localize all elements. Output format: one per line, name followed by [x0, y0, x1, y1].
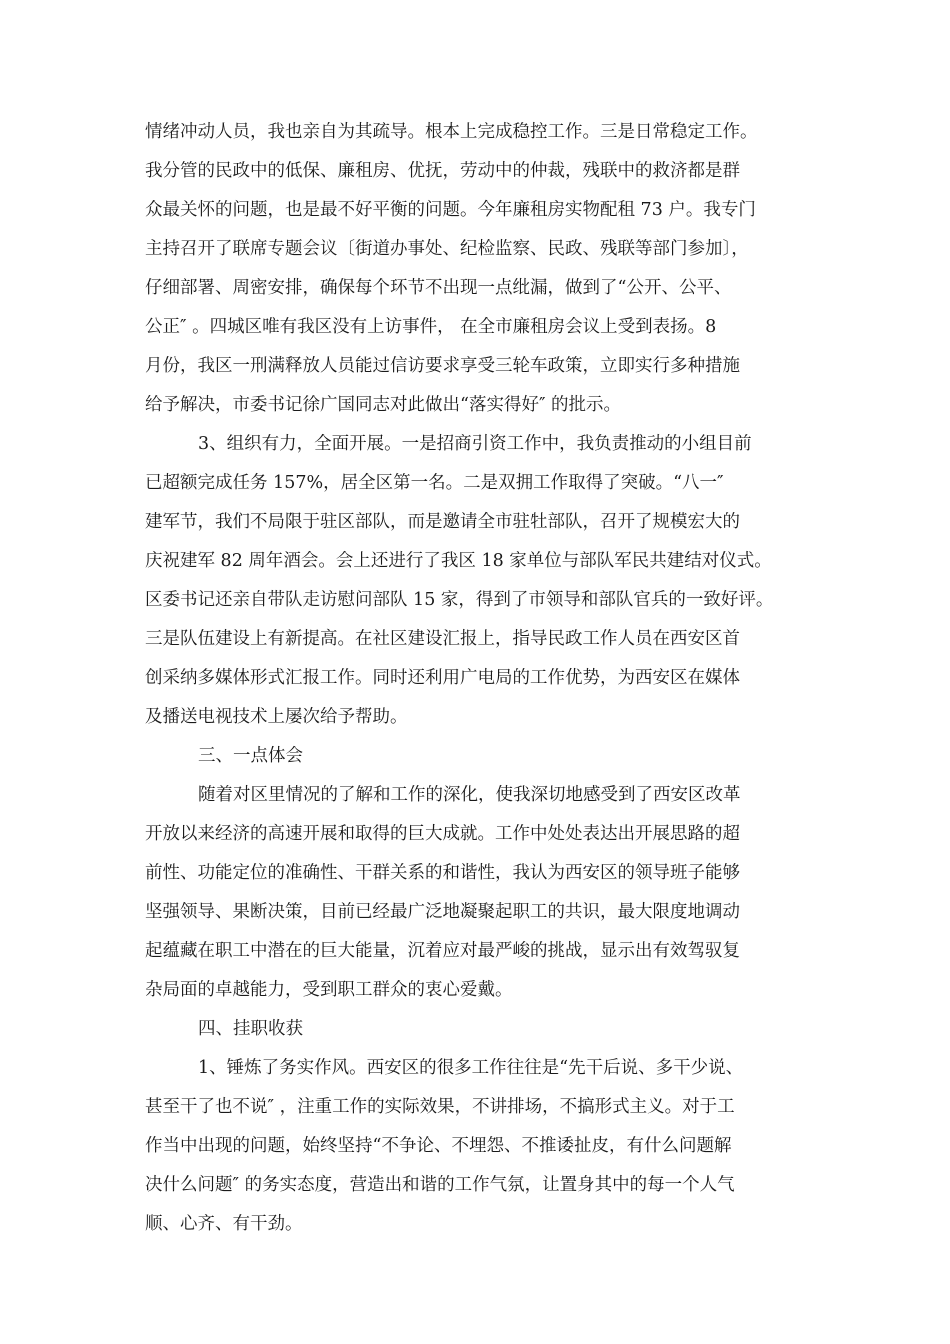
- text-line: 创采纳多媒体形式汇报工作。同时还利用广电局的工作优势，为西安区在媒体: [145, 668, 740, 688]
- text-line: 作当中出现的问题，始终坚持“不争论、不埋怨、不推诿扯皮，有什么问题解: [145, 1136, 732, 1156]
- text-line: 起蕴藏在职工中潜在的巨大能量，沉着应对最严峻的挑战，显示出有效驾驭复: [145, 941, 740, 961]
- section-heading: 四、挂职收获: [198, 1019, 303, 1039]
- text-line: 前性、功能定位的准确性、干群关系的和谐性，我认为西安区的领导班子能够: [145, 863, 740, 883]
- text-line: 情绪冲动人员，我也亲自为其疏导。根本上完成稳控工作。三是日常稳定工作。: [145, 122, 758, 142]
- text-line: 已超额完成任务 157%，居全区第一名。二是双拥工作取得了突破。“八一″: [145, 473, 724, 493]
- text-line: 坚强领导、果断决策，目前已经最广泛地凝聚起职工的共识，最大限度地调动: [145, 902, 740, 922]
- text-line: 公正″ 。四城区唯有我区没有上访事件， 在全市廉租房会议上受到表扬。8: [145, 317, 717, 337]
- text-line: 及播送电视技术上屡次给予帮助。: [145, 707, 408, 727]
- section-heading: 三、一点体会: [198, 746, 303, 766]
- text-line: 决什么问题″ 的务实态度，营造出和谐的工作气氛，让置身其中的每一个人气: [145, 1175, 735, 1195]
- text-line: 主持召开了联席专题会议〔街道办事处、纪检监察、民政、残联等部门参加〕，: [145, 239, 749, 259]
- text-line: 区委书记还亲自带队走访慰问部队 15 家，得到了市领导和部队官兵的一致好评。: [145, 590, 774, 610]
- text-line: 甚至干了也不说″ ，注重工作的实际效果，不讲排场，不搞形式主义。对于工: [145, 1097, 735, 1117]
- text-line: 顺、心齐、有干劲。: [145, 1214, 303, 1234]
- paragraph-start-line: 1、锤炼了务实作风。西安区的很多工作往往是“先干后说、多干少说、: [198, 1058, 744, 1078]
- text-line: 给予解决，市委书记徐广国同志对此做出“落实得好″ 的批示。: [145, 395, 622, 415]
- text-line: 开放以来经济的高速开展和取得的巨大成就。工作中处处表达出开展思路的超: [145, 824, 740, 844]
- text-line: 三是队伍建设上有新提高。在社区建设汇报上，指导民政工作人员在西安区首: [145, 629, 740, 649]
- text-line: 我分管的民政中的低保、廉租房、优抚，劳动中的仲裁，残联中的救济都是群: [145, 161, 740, 181]
- text-line: 众最关怀的问题，也是最不好平衡的问题。今年廉租房实物配租 73 户。我专门: [145, 200, 756, 220]
- text-line: 仔细部署、周密安排，确保每个环节不出现一点纰漏，做到了“公开、公平、: [145, 278, 732, 298]
- text-line: 月份，我区一刑满释放人员能过信访要求享受三轮车政策，立即实行多种措施: [145, 356, 740, 376]
- text-line: 建军节，我们不局限于驻区部队，而是邀请全市驻牡部队，召开了规模宏大的: [145, 512, 740, 532]
- text-line: 杂局面的卓越能力，受到职工群众的衷心爱戴。: [145, 980, 513, 1000]
- paragraph-start-line: 3、组织有力，全面开展。一是招商引资工作中，我负责推动的小组目前: [198, 434, 752, 454]
- text-line: 庆祝建军 82 周年酒会。会上还进行了我区 18 家单位与部队军民共建结对仪式。: [145, 551, 772, 571]
- paragraph-start-line: 随着对区里情况的了解和工作的深化，使我深切地感受到了西安区改革: [198, 785, 741, 805]
